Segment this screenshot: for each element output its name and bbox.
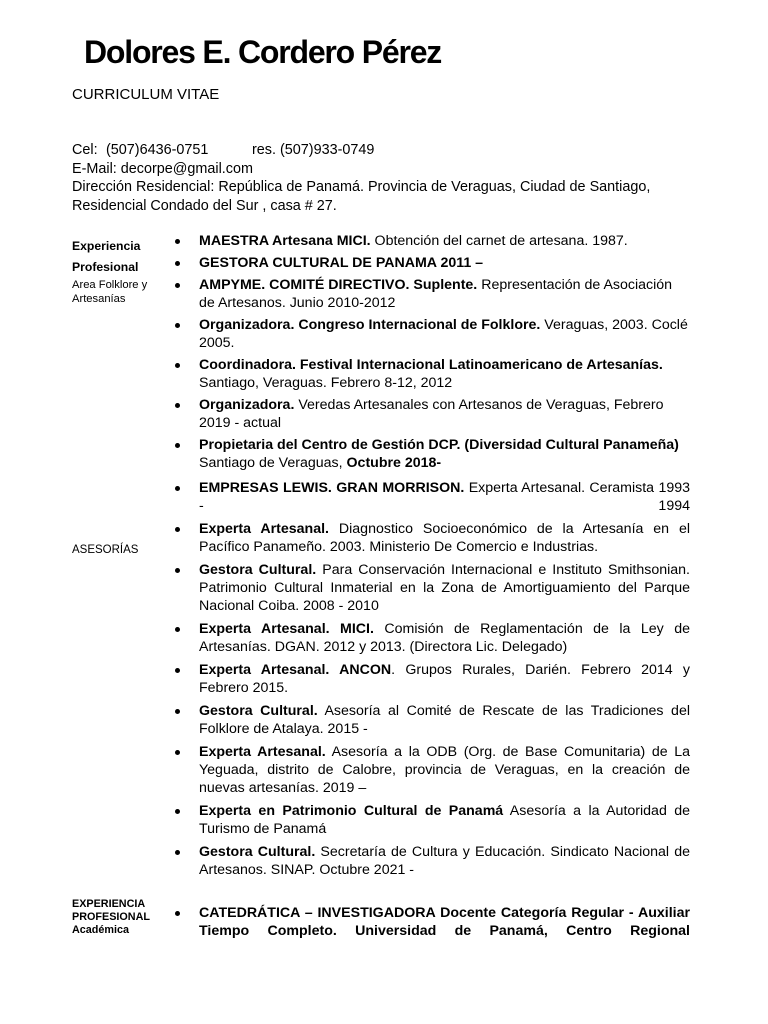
academic-title-1: EXPERIENCIA xyxy=(72,898,146,910)
list-item: Experta Artesanal. MICI. Comisión de Reglamentación de la Ley de Artesanías. DGAN. 2012 y 2013. (Directora Lic. Delegado) xyxy=(199,620,690,656)
list-item: Organizadora. Congreso Internacional de Folklore. Veraguas, 2003. Coclé 2005. xyxy=(199,316,690,353)
list-item: Gestora Cultural. Para Conservación Internacional e Instituto Smithsonian. Patrimonio Cultural Inmaterial en la Zona de Amortiguamiento del Parque Nacional Coiba. 2008 - 2010 xyxy=(199,561,690,615)
email-line: E-Mail: decorpe@gmail.com xyxy=(72,160,253,177)
address-line-2: Residencial Condado del Sur , casa # 27. xyxy=(72,197,337,214)
list-item: Experta Artesanal. Asesoría a la ODB (Org. de Base Comunitaria) de La Yeguada, distrito de Calobre, provincia de Veraguas, en la creación de nuevas artesanías. 2019 – xyxy=(199,743,690,797)
list-item: Experta Artesanal. Diagnostico Socioeconómico de la Artesanía en el Pacífico Panameño. 2003. Ministerio De Comercio e Industrias. xyxy=(199,520,690,556)
cel-number: (507)6436-0751 xyxy=(106,142,209,158)
res-phone: res. (507)933-0749 xyxy=(252,142,375,158)
experience-subtitle-2: Artesanías xyxy=(72,293,126,305)
list-item: Propietaria del Centro de Gestión DCP. (Diversidad Cultural Panameña) Santiago de Veraguas, Octubre 2018- xyxy=(199,436,690,473)
list-item: Experta Artesanal. ANCON. Grupos Rurales, Darién. Febrero 2014 y Febrero 2015. xyxy=(199,661,691,697)
list-item: AMPYME. COMITÉ DIRECTIVO. Suplente. Representación de Asociación de Artesanos. Junio 2010-2012 xyxy=(199,276,690,313)
academic-section-label xyxy=(72,898,150,936)
experience-subtitle-1: Area Folklore y xyxy=(72,279,148,291)
phone-line xyxy=(72,141,712,160)
person-name: Dolores E. Cordero Pérez xyxy=(84,34,442,70)
experience-list xyxy=(199,232,690,476)
address-line-1: Dirección Residencial: República de Panamá. Provincia de Veraguas, Ciudad de Santiago, xyxy=(72,179,651,195)
experience-title-1: Experiencia xyxy=(72,239,141,253)
list-item: Gestora Cultural. Asesoría al Comité de Rescate de las Tradiciones del Folklore de Atalaya. 2015 - xyxy=(199,702,690,738)
cel-label: Cel: xyxy=(72,142,98,158)
experience-title-2: Profesional xyxy=(72,260,139,274)
document-subtitle: CURRICULUM VITAE xyxy=(72,86,220,103)
experience-section-label xyxy=(72,236,147,306)
list-item: Gestora Cultural. Secretaría de Cultura y Educación. Sindicato Nacional de Artesanos. SINAP. Octubre 2021 - xyxy=(199,843,690,879)
asesorias-section-label: ASESORÍAS xyxy=(72,544,139,556)
list-item: Experta en Patrimonio Cultural de Panamá Asesoría a la Autoridad de Turismo de Panamá xyxy=(199,802,690,838)
list-item: MAESTRA Artesana MICI. Obtención del carnet de artesana. 1987. xyxy=(199,232,690,250)
contact-block xyxy=(72,141,712,215)
list-item: GESTORA CULTURAL DE PANAMA 2011 – xyxy=(199,254,690,272)
academic-title-2: PROFESIONAL xyxy=(72,910,150,923)
academic-list xyxy=(199,904,690,941)
list-item: EMPRESAS LEWIS. GRAN MORRISON. Experta Artesanal. Ceramista 1993 - 1994 xyxy=(199,480,691,515)
asesorias-list xyxy=(199,479,690,884)
list-item: CATEDRÁTICA – INVESTIGADORA Docente Categoría Regular - Auxiliar Tiempo Completo. Universidad de Panamá, Centro Regional xyxy=(199,905,690,940)
list-item: Organizadora. Veredas Artesanales con Artesanos de Veraguas, Febrero 2019 - actual xyxy=(199,396,690,433)
academic-title-3: Académica xyxy=(72,923,130,936)
list-item: Coordinadora. Festival Internacional Latinoamericano de Artesanías. Santiago, Veraguas. Febrero 8-12, 2012 xyxy=(199,356,690,393)
